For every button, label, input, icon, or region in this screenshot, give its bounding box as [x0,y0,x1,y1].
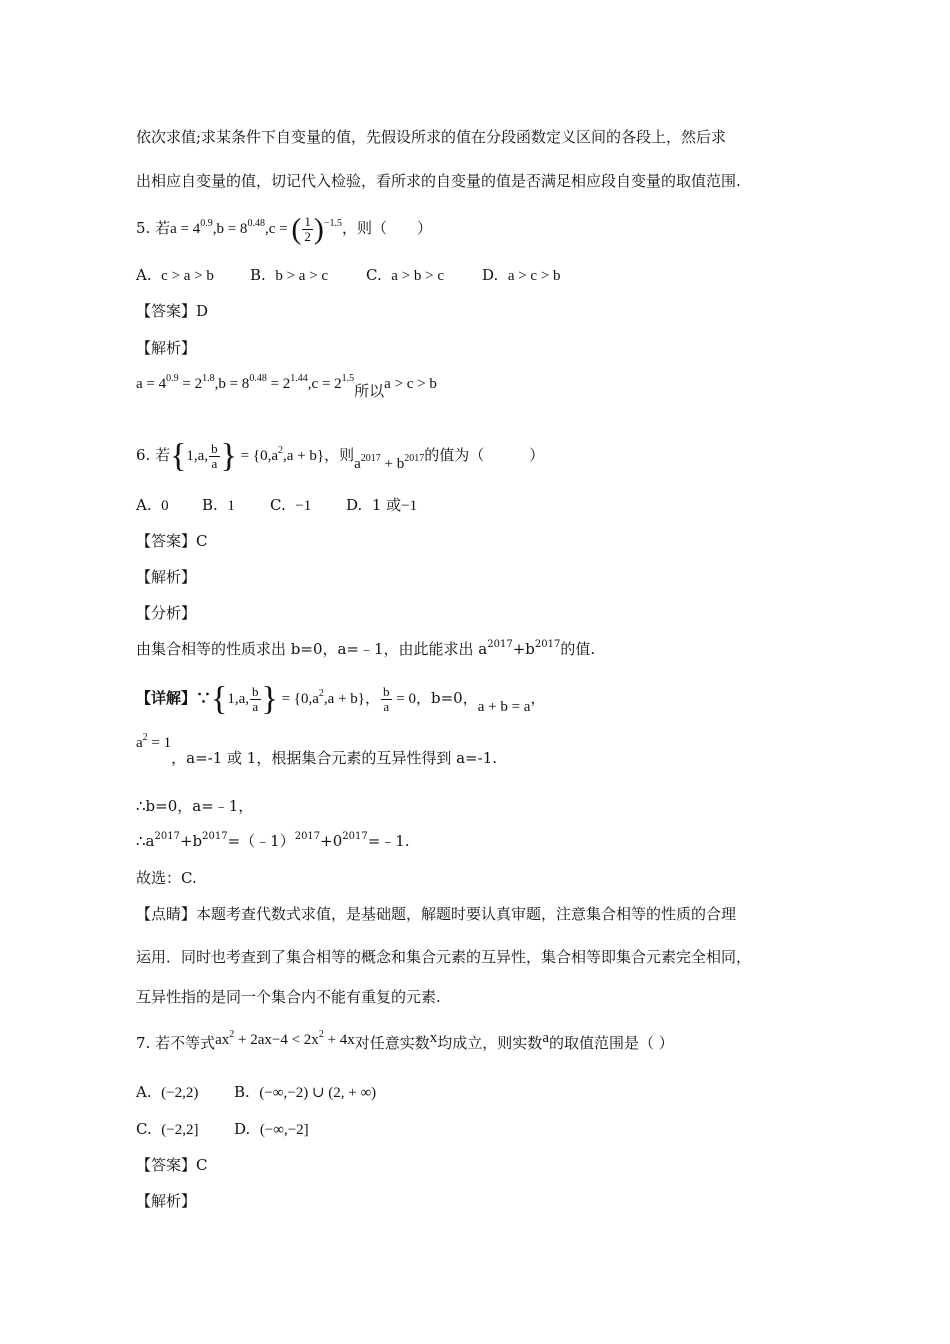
math-expression: {1,a, $\frac{b}{a}$ } = $\{0,a^2,a + b\}$ [211,680,365,718]
answer-label: 【答案】C [136,532,208,550]
solution-line: $a = 4^{0.9} = 2^{1.8},b = 8^{0.48} = 2^{1.44},c = 2^{1.5}$所以a > c > b [136,373,437,400]
fraction: $\frac{1}{2}$ [304,214,311,244]
option-d: D. 1 或−1 [346,496,418,514]
option-b: B. (−∞,−2) ∪ (2, + ∞) [234,1083,377,1101]
therefore-line: ∴b=0，a=﹣1， [136,797,254,815]
options-row [136,494,417,517]
math-expression: $a = 4^{0.9} = 2^{1.8},b = 8^{0.48} = 2^{1.44},c = 2^{1.5}$ [136,373,355,392]
analysis-label: 【解析】 [136,339,197,357]
option-a: A. c > a > b [136,266,214,284]
options-row [136,264,561,287]
option-d: D. a > c > b [482,266,561,284]
therefore-line: $\therefore a^{2017}+b^{2017}=(﹣1)^{2017}+0^{2017}=﹣1$. [136,831,410,850]
fenxi-text: 由集合相等的性质求出 b=0，a=﹣1，由此能求出 $a^{2017}+b^{2017}$的值. [136,639,596,658]
question-6: 6. 若{1,a, $\frac{b}{a}$ } = $\{0,a^2,a + b\}$，则$a^{2017} + b^{2017}$的值为（ ） [136,437,545,475]
dianjing-line: 【点睛】本题考查代数式求值，是基础题，解题时要认真审题，注意集合相等的性质的合理 [136,905,737,923]
choose-line: 故选：C. [136,869,197,887]
analysis-label: 【解析】 [136,568,197,586]
answer-label: 【答案】D [136,302,209,320]
options-row [136,1118,309,1141]
options-row [136,1081,376,1104]
option-c: C. (−2,2] [136,1120,199,1138]
answer-label: 【答案】C [136,1156,208,1174]
analysis-label: 【解析】 [136,1192,197,1210]
xiangjie-line: 【详解】∵{1,a, $\frac{b}{a}$ } = $\{0,a^2,a + b\}$， $\frac{b}{a}$ = 0，b=0，a + b = a， [136,680,546,718]
dianjing-line: 互异性指的是同一个集合内不能有重复的元素. [136,988,441,1006]
option-b: B. 1 [202,496,235,514]
math-expression: {1,a, $\frac{b}{a}$ } = $\{0,a^2,a + b\}$ [170,437,325,475]
fenxi-label: 【分析】 [136,604,197,622]
question-5: 5. 若$a = 4^{0.9},b = 8^{0.48},c$ = ( $\frac{1}{2}$ )$^{-1.5}$，则（ ） [136,212,432,246]
text-line: 依次求值;求某条件下自变量的值，先假设所求的值在分段函数定义区间的各段上，然后求 [136,128,727,146]
option-b: B. b > a > c [250,266,329,284]
option-c: C. −1 [270,496,312,514]
option-a: A. 0 [136,496,169,514]
question-7: 7. 若不等式$ax^2 + 2ax-4 < 2x^2 + 4x$对任意实数x均成立，则实数a的取值范围是（ ） [136,1029,674,1052]
question-number: 5. 若 [136,218,171,237]
text-line: 出相应自变量的值，切记代入检验，看所求的自变量的值是否满足相应段自变量的取值范围. [136,172,741,190]
option-a: A. (−2,2) [136,1083,199,1101]
option-c: C. a > b > c [366,266,444,284]
math-expression: $ax^2 + 2ax-4 < 2x^2 + 4x$ [215,1029,355,1048]
solution-line: $a^2 = 1$，a=-1 或 1，根据集合元素的互异性得到 a=-1. [136,732,498,767]
math-expression: $a = 4^{0.9},b = 8^{0.48},c$ = ( $\frac{1}{2}$ )$^{-1.5}$ [170,212,342,246]
dianjing-line: 运用．同时也考查到了集合相等的概念和集合元素的互异性，集合相等即集合元素完全相同， [136,948,752,966]
option-d: D. (−∞,−2] [234,1120,309,1138]
